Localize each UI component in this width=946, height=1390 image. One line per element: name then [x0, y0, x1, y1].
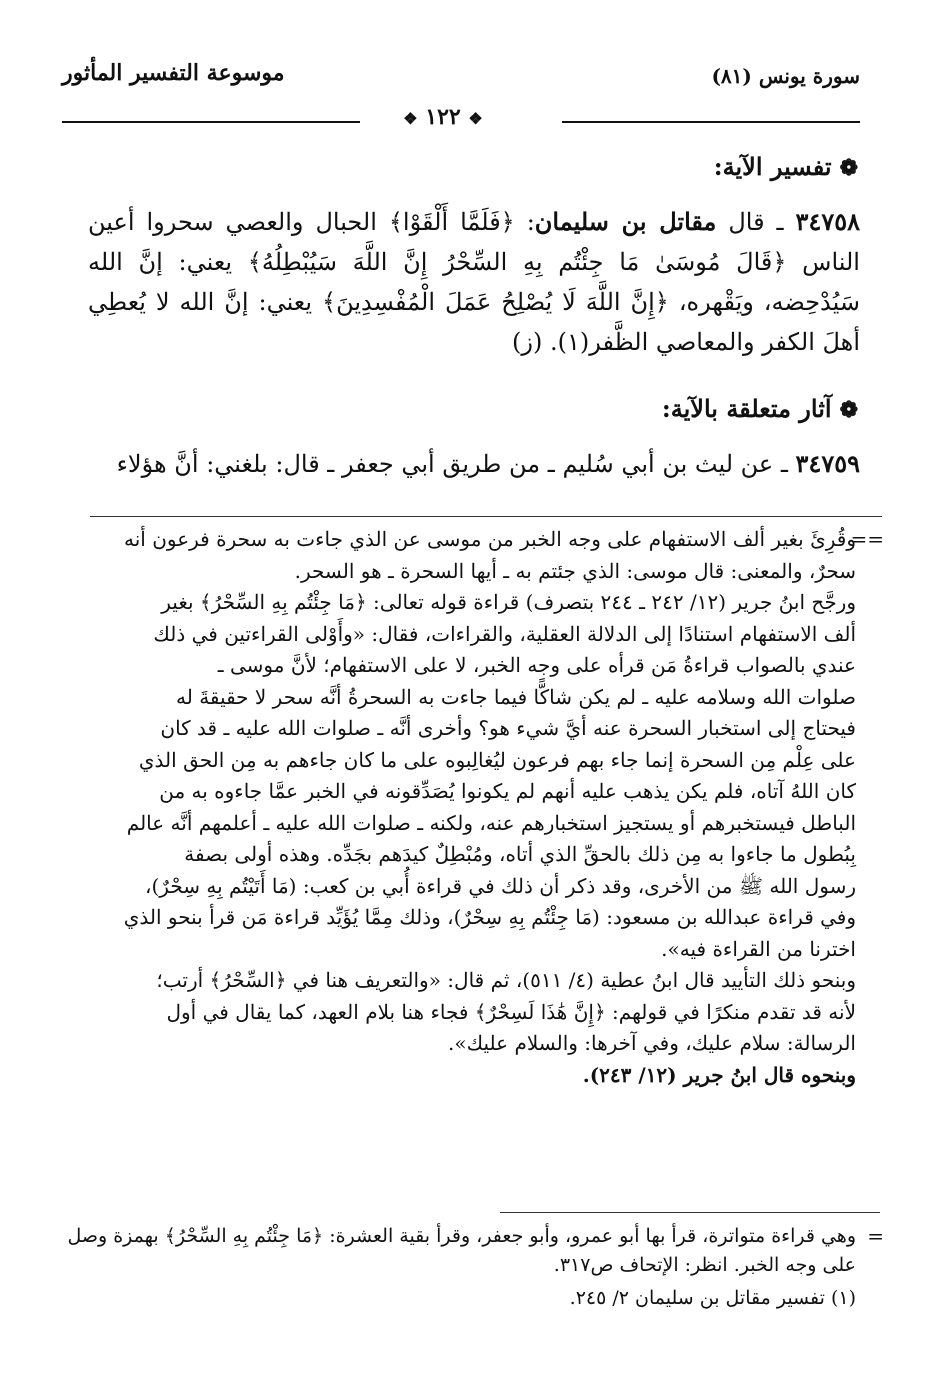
footnote-line: لأنه قد تقدم منكرًا في قولهم: ﴿إِنَّ هَٰذَا لَسِحْرٌ﴾ فجاء هنا بلام العهد، كما يقال في أول [166, 999, 856, 1024]
footnote-line: على وجه الخبر. انظر: الإتحاف ص٣١٧. [553, 1254, 856, 1276]
footnote-line: وبنحو ذلك التأييد قال ابنُ عطية (٤/ ٥١١)، ثم قال: «والتعريف هنا في ﴿السِّحْرُ﴾ أرتب؛ [156, 968, 856, 992]
continuation-marker: == [850, 527, 884, 551]
footnote-line: ألف الاستفهام استنادًا إلى الدلالة العقلية، والقراءات، فقال: «وأَوْلى القراءتين في ذلك [153, 621, 856, 646]
tafsir-line: ﴿فَلَمَّا أَلْقَوْا﴾ الحبال والعصي سحروا أعين الناس [88, 208, 860, 276]
entry-number: ٣٤٧٥٨ [795, 207, 860, 236]
entry-author: مقاتل بن سليمان [534, 207, 717, 236]
footnote-line: كان اللهُ آتاه، فلم يكن يذهب عليه أنهم لم يكونوا يُصَدِّقونه في الخبر عمَّا جاءوه به من [159, 779, 856, 803]
footnote-line: فيحتاج إلى استخبار السحرة عنه أيَّ شيء هو؟ وأخرى أنَّه ـ صلوات الله عليه ـ قد كان [160, 716, 856, 740]
page-footnotes [66, 1222, 884, 1313]
book-title: موسوعة التفسير المأثور [62, 60, 285, 86]
footnote-line: الرسالة: سلام عليك، وفي آخرها: والسلام عليك». [448, 1031, 856, 1055]
footnote-line: وهي قراءة متواترة، قرأ بها أبو عمرو، وأبو جعفر، وقرأ بقية العشرة: ﴿مَا جِئْتُم بِهِ السِّحْرُ﴾ بهمزة وصل [67, 1225, 856, 1247]
footnote-line: اخترنا من القراءة فيه». [661, 936, 856, 961]
athar-heading: ❁آثار متعلقة بالآية: [661, 394, 858, 423]
ornament-icon: ❖ [468, 109, 483, 128]
footnote-continuation [66, 524, 884, 1091]
continuation-marker: = [867, 1224, 884, 1248]
footnote-line: وقُرِئَ بغير ألف الاستفهام على وجه الخبر من موسى عن الذي جاءت به سحرة فرعون أنه [123, 527, 856, 551]
footnote-line: سحرٌ، والمعنى: قال موسى: الذي جئتم به ـ أيها السحرة ـ هو السحر. [294, 558, 856, 583]
footnote-line: رسول الله ﷺ من الأخرى، وقد ذكر أن ذلك في قراءة أُبي بن كعب: (مَا أَتَيْتُم بِهِ سِحْرٌ)، [145, 873, 856, 898]
footnote-line: على عِلْم مِن السحرة إنما جاء بهم فرعون ليُغالِبوه على ما كان جاءهم به مِن الحق الذي [138, 747, 856, 772]
footnote-separator [90, 516, 882, 517]
flower-bullet-icon: ❁ [839, 397, 858, 423]
page-number: ١٢٢ [425, 104, 461, 130]
footnote-rule [500, 1212, 880, 1213]
surah-title: سورة يونس [758, 64, 860, 88]
tafsir-entry: ٣٤٧٥٨ ـ قال مقاتل بن سليمان: ﴿فَلَمَّا أَلْقَوْا﴾ الحبال والعصي سحروا أعين الناس ﴿قَالَ مُوسَىٰ مَا جِئْتُم بِهِ السِّحْرُ إِنَّ اللَّهَ سَيُبْطِلُهُ﴾ يعني: إنَّ الله سَيُدْحِضه، ويَقْهره، ﴿إِنَّ اللَّهَ لَا يُصْلِحُ عَمَلَ الْمُفْسِدِينَ﴾ يعني: إنَّ الله لا يُعطِي أهلَ الكفر والمعاصي الظَّفر(١). (ز) [88, 207, 860, 356]
athar-text: ـ عن ليث بن أبي سُليم ـ من طريق أبي جعفر ـ قال: بلغني: أنَّ هؤلاء [116, 450, 788, 478]
tafsir-line: الظَّفر(١). (ز) [512, 328, 649, 356]
entry-number: ٣٤٧٥٩ [795, 449, 860, 478]
ornament-icon: ❖ [403, 109, 418, 128]
footnote-line: بِبُطول ما جاءوا به مِن ذلك بالحقِّ الذي أتاه، ومُبْطِلٌ كيدَهم بجَدِّه. وهذه أولى بصفة [184, 842, 856, 866]
footnote-line: وبنحوه قال ابنُ جرير (١٢/ ٢٤٣). [582, 1062, 856, 1087]
page-number-block [388, 104, 498, 130]
footnote-line: عندي بالصواب قراءةُ مَن قرأه على وجه الخبر، لا على الاستفهام؛ لأنَّ موسى ـ [217, 653, 856, 677]
verse-reference: (٨١) [711, 64, 752, 88]
footnote-line: صلوات الله وسلامه عليه ـ لم يكن شاكًّا فيما جاءت به السحرةُ أنَّه سحر لا حقيقةَ له [176, 684, 856, 709]
tafsir-line: ﴿إِنَّ اللَّهَ لَا يُصْلِحُ عَمَلَ الْمُفْسِدِينَ﴾ يعني: إنَّ الله لا يُعطِي أهلَ الكفر والمعاصي [88, 288, 860, 356]
footnote-line: الباطل فيستخبرهم أو يستجيز استخبارهم عنه، ولكنه ـ صلوات الله عليه ـ أعلمهم أنَّه عالم [126, 810, 856, 835]
footnote-line: وفي قراءة عبدالله بن مسعود: (مَا جِئْتُم بِهِ سِحْرٌ)، وذلك مِمَّا يُؤَيِّد قراءة مَن قرأ بنحو الذي [123, 905, 856, 929]
tafsir-heading: ❁تفسير الآية: [713, 152, 858, 181]
flower-bullet-icon: ❁ [839, 155, 858, 181]
athar-entry [88, 444, 860, 484]
running-header-surah [711, 64, 860, 88]
footnote-1: (١) تفسير مقاتل بن سليمان ٢/ ٢٤٥. [569, 1287, 856, 1309]
tafsir-line: ﴿قَالَ مُوسَىٰ مَا جِئْتُم بِهِ السِّحْرُ إِنَّ اللَّهَ سَيُبْطِلُهُ﴾ يعني: إنَّ الله سَيُدْحِضه، ويَقْهره، [88, 248, 860, 316]
footnote-line: ورجَّح ابنُ جرير (١٢/ ٢٤٢ ـ ٢٤٤ بتصرف) قراءة قوله تعالى: ﴿مَا جِئْتُم بِهِ السِّحْرُ﴾ بغير [161, 590, 856, 614]
